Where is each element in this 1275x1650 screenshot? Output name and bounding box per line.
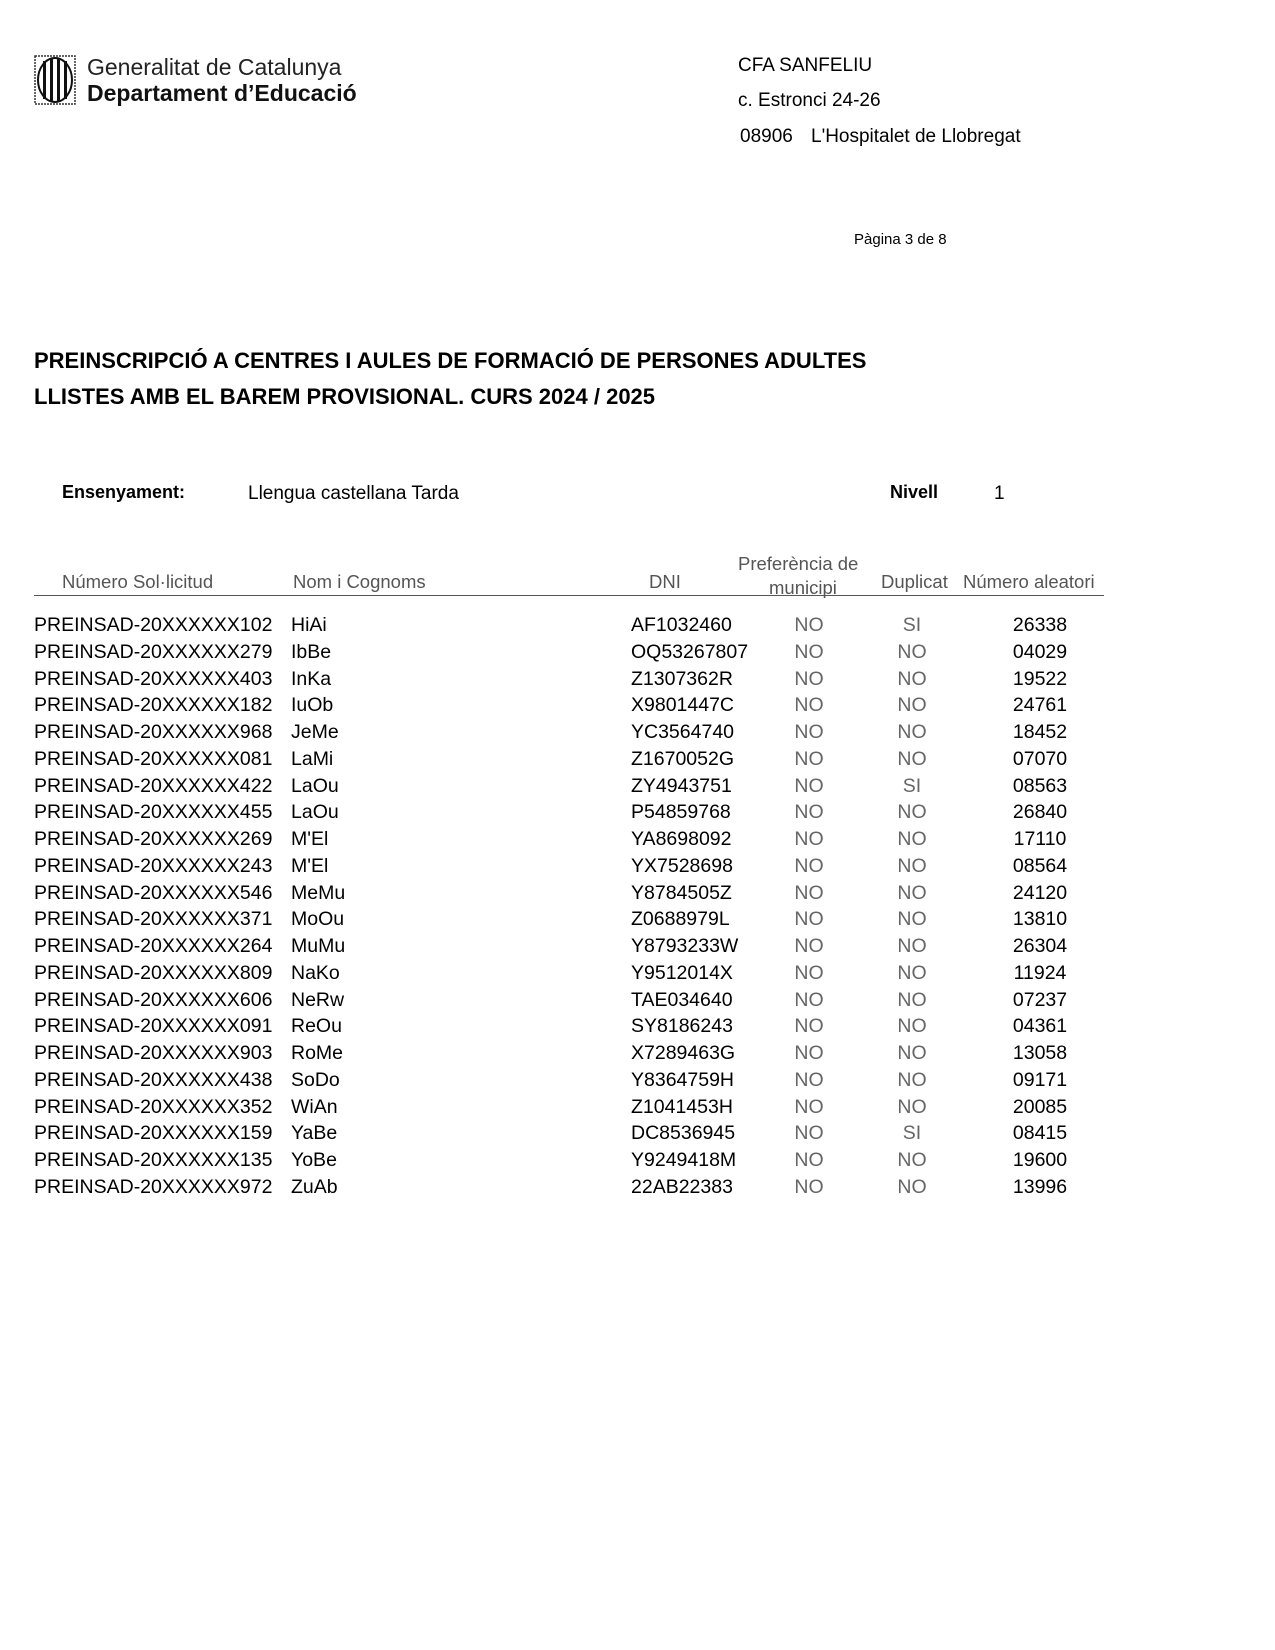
- municipality-preference: NO: [794, 774, 824, 797]
- table-row: [0, 855, 1275, 881]
- dni: YX7528698: [631, 854, 733, 877]
- dni: Y8793233W: [631, 935, 739, 957]
- application-number: PREINSAD-20XXXXXX972: [34, 1175, 273, 1198]
- center-name: CFA SANFELIU: [738, 55, 873, 76]
- applicant-name: M'El: [291, 854, 329, 877]
- header-pref-line2: municipi: [769, 577, 837, 598]
- applicant-name: WiAn: [291, 1095, 338, 1118]
- random-number: 26304: [1012, 935, 1068, 957]
- application-number: PREINSAD-20XXXXXX546: [34, 881, 273, 904]
- applicant-name: LaMi: [291, 747, 334, 770]
- random-number: 26840: [1012, 801, 1068, 824]
- table-row: [0, 721, 1275, 747]
- random-number: 13058: [1012, 1042, 1068, 1064]
- nivell-value: 1: [994, 483, 1005, 504]
- application-number: PREINSAD-20XXXXXX968: [34, 721, 273, 743]
- random-number: 13996: [1012, 1175, 1068, 1198]
- duplicate: NO: [897, 961, 927, 984]
- duplicate: SI: [902, 614, 922, 636]
- dni: SY8186243: [631, 1015, 733, 1038]
- random-number: 19522: [1012, 667, 1068, 690]
- application-number: PREINSAD-20XXXXXX159: [34, 1122, 273, 1145]
- dni: P54859768: [631, 801, 731, 824]
- application-number: PREINSAD-20XXXXXX422: [34, 774, 273, 797]
- application-number: PREINSAD-20XXXXXX809: [34, 961, 273, 984]
- duplicate: NO: [897, 1068, 927, 1091]
- random-number: 11924: [1013, 961, 1067, 984]
- application-number: PREINSAD-20XXXXXX182: [34, 694, 273, 717]
- duplicate: NO: [897, 881, 927, 904]
- municipality-preference: NO: [794, 854, 824, 877]
- dni: Z1670052G: [631, 747, 734, 770]
- municipality-preference: NO: [794, 614, 824, 636]
- applicant-name: ReOu: [291, 1015, 342, 1038]
- duplicate: NO: [897, 935, 927, 957]
- municipality-preference: NO: [794, 667, 824, 690]
- applicant-name: LaOu: [291, 801, 339, 824]
- dni: YA8698092: [631, 828, 732, 850]
- dni: OQ53267807: [631, 640, 749, 663]
- municipality-preference: NO: [794, 1068, 824, 1091]
- random-number: 24761: [1012, 694, 1068, 717]
- duplicate: NO: [897, 667, 927, 690]
- municipality-preference: NO: [794, 1122, 824, 1145]
- municipality-preference: NO: [794, 640, 824, 663]
- center-street: c. Estronci 24-26: [738, 90, 881, 111]
- header-dni: DNI: [649, 571, 681, 592]
- applicant-name: ZuAb: [291, 1175, 338, 1198]
- table-row: [0, 1096, 1275, 1122]
- header-divider: [34, 595, 1104, 596]
- municipality-preference: NO: [794, 721, 824, 743]
- applicant-name: LaOu: [291, 774, 339, 797]
- application-number: PREINSAD-20XXXXXX438: [34, 1068, 273, 1091]
- header-name: Nom i Cognoms: [293, 571, 426, 592]
- duplicate: NO: [897, 828, 927, 850]
- duplicate: NO: [897, 747, 927, 770]
- dni: X7289463G: [631, 1042, 736, 1064]
- applicant-name: HiAi: [291, 614, 327, 636]
- generalitat-logo: [34, 54, 357, 106]
- logo-line1: Generalitat de Catalunya: [87, 54, 342, 80]
- dni: X9801447C: [631, 694, 735, 717]
- table-row: [0, 1122, 1275, 1148]
- random-number: 17110: [1013, 828, 1067, 850]
- random-number: 08415: [1012, 1122, 1068, 1145]
- table-row: [0, 775, 1275, 801]
- random-number: 07070: [1012, 747, 1068, 770]
- center-postal-code: 08906: [740, 126, 793, 147]
- municipality-preference: NO: [794, 828, 824, 850]
- document-subtitle: LLISTES AMB EL BAREM PROVISIONAL. CURS 2024 / 2025: [34, 384, 656, 409]
- random-number: 04029: [1012, 640, 1068, 663]
- table-row: [0, 1042, 1275, 1068]
- table-row: [0, 962, 1275, 988]
- random-number: 13810: [1012, 908, 1068, 931]
- application-number: PREINSAD-20XXXXXX135: [34, 1149, 273, 1171]
- duplicate: NO: [897, 1149, 927, 1171]
- dni: Y9512014X: [631, 961, 733, 984]
- ensenyament-label: Ensenyament:: [62, 482, 186, 502]
- table-row: [0, 801, 1275, 827]
- municipality-preference: NO: [794, 961, 824, 984]
- table-row: [0, 908, 1275, 934]
- applicant-name: IbBe: [291, 640, 332, 663]
- municipality-preference: NO: [794, 935, 824, 957]
- catalonia-shield-icon: [34, 55, 76, 105]
- table-row: [0, 694, 1275, 720]
- dni: ZY4943751: [631, 774, 732, 797]
- applicant-name: JeMe: [291, 721, 339, 743]
- dni: AF1032460: [631, 614, 732, 636]
- page-number: Pàgina 3 de 8: [854, 231, 947, 248]
- table-row: [0, 1069, 1275, 1095]
- random-number: 08564: [1012, 854, 1068, 877]
- ensenyament-value: Llengua castellana Tarda: [248, 483, 459, 504]
- application-number: PREINSAD-20XXXXXX903: [34, 1042, 273, 1064]
- dni: Y9249418M: [631, 1149, 737, 1171]
- municipality-preference: NO: [794, 801, 824, 824]
- municipality-preference: NO: [794, 988, 824, 1011]
- table-row: [0, 828, 1275, 854]
- table-row: [0, 668, 1275, 694]
- application-number: PREINSAD-20XXXXXX081: [34, 747, 273, 770]
- header-pref-line1: Preferència de: [738, 553, 859, 574]
- nivell-label: Nivell: [890, 482, 939, 502]
- applicant-name: SoDo: [291, 1068, 340, 1091]
- duplicate: SI: [902, 1122, 922, 1145]
- random-number: 07237: [1012, 988, 1068, 1011]
- dni: Z1307362R: [631, 667, 733, 690]
- applicant-name: MeMu: [291, 881, 346, 904]
- dni: YC3564740: [631, 721, 735, 743]
- header-rand: Número aleatori: [963, 571, 1095, 592]
- duplicate: NO: [897, 1015, 927, 1038]
- table-row: [0, 935, 1275, 961]
- application-number: PREINSAD-20XXXXXX279: [34, 640, 273, 663]
- random-number: 24120: [1012, 881, 1068, 904]
- header-dup: Duplicat: [881, 571, 948, 592]
- municipality-preference: NO: [794, 908, 824, 931]
- application-number: PREINSAD-20XXXXXX243: [34, 854, 273, 877]
- applicant-name: NeRw: [291, 988, 345, 1011]
- dni: DC8536945: [631, 1122, 736, 1145]
- table-row: [0, 1015, 1275, 1041]
- table-row: [0, 641, 1275, 667]
- dni: 22AB22383: [631, 1175, 733, 1198]
- municipality-preference: NO: [794, 1149, 824, 1171]
- duplicate: SI: [902, 774, 922, 797]
- dni: Y8364759H: [631, 1068, 735, 1091]
- application-number: PREINSAD-20XXXXXX269: [34, 828, 273, 850]
- applicant-name: InKa: [291, 667, 332, 690]
- dni: Z0688979L: [631, 908, 730, 931]
- table-row: [0, 989, 1275, 1015]
- applicant-name: IuOb: [291, 694, 334, 717]
- table-row: [0, 614, 1275, 640]
- municipality-preference: NO: [794, 694, 824, 717]
- municipality-preference: NO: [794, 1042, 824, 1064]
- random-number: 19600: [1012, 1149, 1068, 1171]
- applicant-name: YoBe: [291, 1149, 337, 1171]
- random-number: 26338: [1012, 614, 1068, 636]
- table-row: [0, 1149, 1275, 1175]
- duplicate: NO: [897, 694, 927, 717]
- applicant-name: MoOu: [291, 908, 345, 931]
- application-number: PREINSAD-20XXXXXX102: [34, 614, 273, 636]
- duplicate: NO: [897, 854, 927, 877]
- table-row: [0, 882, 1275, 908]
- application-number: PREINSAD-20XXXXXX371: [34, 908, 273, 931]
- application-number: PREINSAD-20XXXXXX403: [34, 667, 273, 690]
- duplicate: NO: [897, 1095, 927, 1118]
- municipality-preference: NO: [794, 1095, 824, 1118]
- application-number: PREINSAD-20XXXXXX455: [34, 801, 273, 824]
- duplicate: NO: [897, 1175, 927, 1198]
- application-number: PREINSAD-20XXXXXX264: [34, 935, 273, 957]
- dni: TAE034640: [631, 988, 733, 1011]
- random-number: 09171: [1012, 1068, 1068, 1091]
- logo-line2: Departament d’Educació: [87, 80, 357, 106]
- duplicate: NO: [897, 640, 927, 663]
- municipality-preference: NO: [794, 881, 824, 904]
- dni: Z1041453H: [631, 1095, 733, 1118]
- table-row: [0, 1176, 1275, 1202]
- random-number: 20085: [1012, 1095, 1068, 1118]
- center-city: L'Hospitalet de Llobregat: [811, 126, 1021, 147]
- random-number: 04361: [1012, 1015, 1068, 1038]
- duplicate: NO: [897, 908, 927, 931]
- dni: Y8784505Z: [631, 881, 732, 904]
- random-number: 18452: [1012, 721, 1068, 743]
- applicant-name: MuMu: [291, 935, 346, 957]
- municipality-preference: NO: [794, 1015, 824, 1038]
- application-number: PREINSAD-20XXXXXX352: [34, 1095, 273, 1118]
- municipality-preference: NO: [794, 747, 824, 770]
- application-number: PREINSAD-20XXXXXX091: [34, 1015, 273, 1038]
- applicant-name: YaBe: [291, 1122, 338, 1145]
- applicant-name: M'El: [291, 828, 329, 850]
- duplicate: NO: [897, 801, 927, 824]
- document-title: PREINSCRIPCIÓ A CENTRES I AULES DE FORMACIÓ DE PERSONES ADULTES: [34, 348, 867, 373]
- duplicate: NO: [897, 1042, 927, 1064]
- table-row: [0, 748, 1275, 774]
- duplicate: NO: [897, 721, 927, 743]
- header-id: Número Sol·licitud: [62, 571, 214, 592]
- municipality-preference: NO: [794, 1175, 824, 1198]
- applicant-name: RoMe: [291, 1042, 344, 1064]
- duplicate: NO: [897, 988, 927, 1011]
- application-number: PREINSAD-20XXXXXX606: [34, 988, 273, 1011]
- random-number: 08563: [1012, 774, 1068, 797]
- applicant-name: NaKo: [291, 961, 340, 984]
